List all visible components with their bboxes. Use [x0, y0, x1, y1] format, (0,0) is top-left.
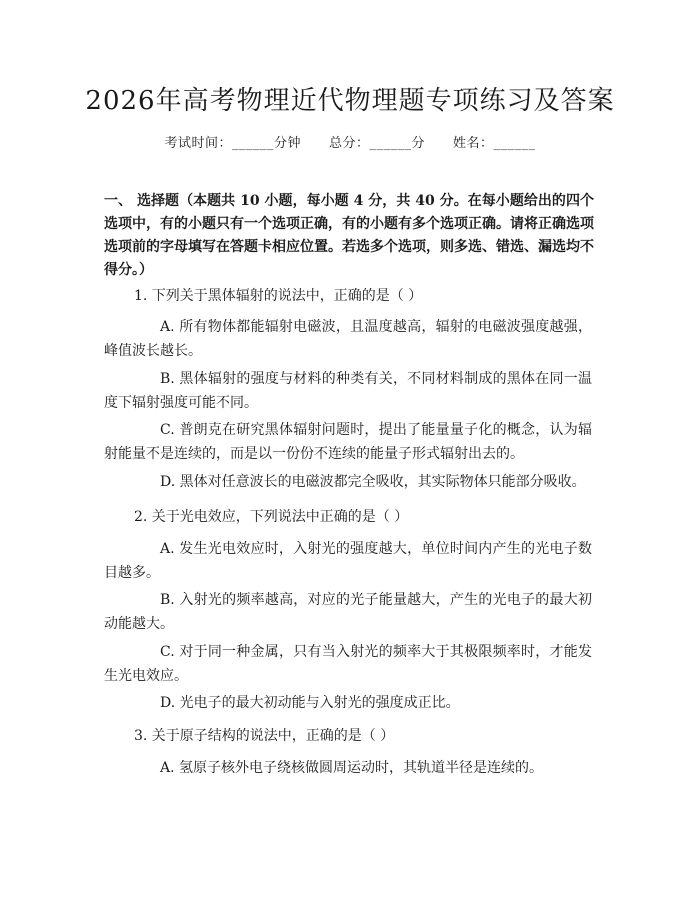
score-label: 总分： — [328, 136, 370, 151]
question-1-option-d: D. 黑体对任意波长的电磁波都完全吸收，其实际物体只能部分吸收。 — [160, 474, 586, 490]
name-label: 姓名： — [453, 136, 494, 151]
page-title: 2026年高考物理近代物理题专项练习及答案 — [85, 86, 615, 116]
question-1-option-a: A. 所有物体都能辐射电磁波，且温度越高，辐射的电磁波强度越强，峰值波长越长。 — [104, 319, 592, 359]
question-2-option-b: B. 入射光的频率越高，对应的光子能量越大，产生的光电子的最大初动能越大。 — [104, 592, 592, 632]
exam-info — [0, 132, 700, 151]
time-unit: 分钟 — [273, 136, 301, 151]
question-1-option-b: B. 黑体辐射的强度与材料的种类有关，不同材料制成的黑体在同一温度下辐射强度可能不同。 — [104, 371, 592, 411]
time-label: 考试时间： — [164, 136, 232, 151]
score-blank: ______ — [369, 136, 412, 151]
question-stem-1: 1. 下列关于黑体辐射的说法中，正确的是（ ） — [134, 288, 423, 304]
question-2-option-d: D. 光电子的最大初动能与入射光的强度成正比。 — [160, 695, 460, 711]
question-stem-3: 3. 关于原子结构的说法中，正确的是（ ） — [134, 728, 395, 744]
score-unit: 分 — [411, 136, 426, 151]
name-blank: ______ — [493, 136, 536, 151]
question-stem-2: 2. 关于光电效应，下列说法中正确的是（ ） — [134, 509, 409, 525]
question-3-option-a: A. 氢原子核外电子绕核做圆周运动时，其轨道半径是连续的。 — [160, 760, 544, 776]
question-1-option-c: C. 普朗克在研究黑体辐射问题时，提出了能量量子化的概念，认为辐射能量不是连续的，而是以一份份不连续的能量子形式辐射出去的。 — [104, 422, 592, 462]
question-2-option-a: A. 发生光电效应时，入射光的强度越大，单位时间内产生的光电子数目越多。 — [104, 541, 592, 581]
section-heading: 一、 选择题（本题共 10 小题，每小题 4 分，共 40 分。在每小题给出的四个选项中，有的小题只有一个选项正确，有的小题有多个选项正确。请将正确选项选项前的字母填写在答题卡相应位置。若选多个选项，则多选、错选、漏选均不得分。） — [104, 193, 594, 278]
question-2-option-c: C. 对于同一种金属，只有当入射光的频率大于其极限频率时，才能发生光电效应。 — [104, 644, 592, 684]
time-blank: ______ — [231, 136, 274, 151]
